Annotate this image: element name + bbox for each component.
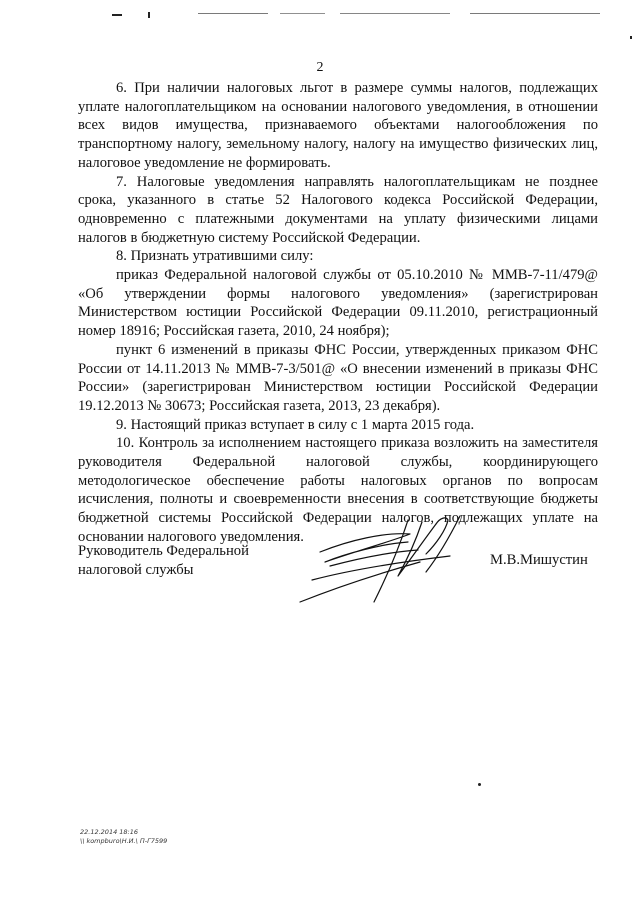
signatory-title [78,542,298,579]
body-text [78,79,598,547]
footer [80,828,167,846]
scan-artifact [340,13,450,14]
footer-file-ref: \\ kompburo\Н.И.\ П-Г7599 [80,837,168,845]
paragraph-item-8: 8. Признать утратившими силу: [116,248,314,265]
scan-artifact [198,13,268,14]
scan-artifact [280,13,325,14]
handwritten-signature [290,510,480,610]
signatory-title-line1: Руководитель Федеральной [78,543,249,559]
signatory-name: М.В.Мишустин [490,552,588,568]
footer-timestamp: 22.12.2014 18:16 [80,828,139,836]
scan-artifact [470,13,600,14]
paragraph-order-2010: приказ Федеральной налоговой службы от 05.10.2010 № ММВ-7-11/479@ «Об утверждении формы налогового уведомления» (зарегистрирован Министерством юстиции Российской Федерации 09.11.2010, регистрационный номер 18916; Российская газета, 2010, 24 ноября); [78,267,598,340]
scan-artifact [112,14,122,16]
page-number: 2 [316,60,324,75]
paragraph-item-7: 7. Налоговые уведомления направлять налогоплательщикам не позднее срока, указанного в статье 52 Налогового кодекса Российской Федерации, одновременно с платежными документами на уплату физическими лицами налогов в бюджетную систему Российской Федерации. [78,173,598,246]
paragraph-item-6: 6. При наличии налоговых льгот в размере суммы налогов, подлежащих уплате налогоплательщиком на основании налогового уведомления, в отношении всех видов имущества, признаваемого объектами налогообложения по транспортному налогу, земельному налогу, налогу на имущество физических лиц, налоговое уведомление не формировать. [78,80,598,171]
scan-artifact [148,12,150,18]
paragraph-order-2013: пункт 6 изменений в приказы ФНС России, утвержденных приказом ФНС России от 14.11.2013 № ММВ-7-3/501@ «О внесении изменений в приказы ФНС России» (зарегистрирован Министерством юстиции Российской Федерации 19.12.2013 № 30673; Российская газета, 2013, 23 декабря). [78,341,598,414]
scan-artifact [630,36,632,39]
scan-artifact [478,783,481,786]
paragraph-item-10: 10. Контроль за исполнением настоящего приказа возложить на заместителя руководителя Федеральной налоговой службы, координирующего методологическое обеспечение работы налоговых органов по вопросам исчисления, полноты и своевременности внесения в соответствующие бюджеты бюджетной системы Российской Федерации налогов, подлежащих уплате на основании налогового уведомления. [78,435,598,545]
signatory-title-line2: налоговой службы [78,561,194,578]
paragraph-item-9: 9. Настоящий приказ вступает в силу с 1 марта 2015 года. [116,416,475,433]
